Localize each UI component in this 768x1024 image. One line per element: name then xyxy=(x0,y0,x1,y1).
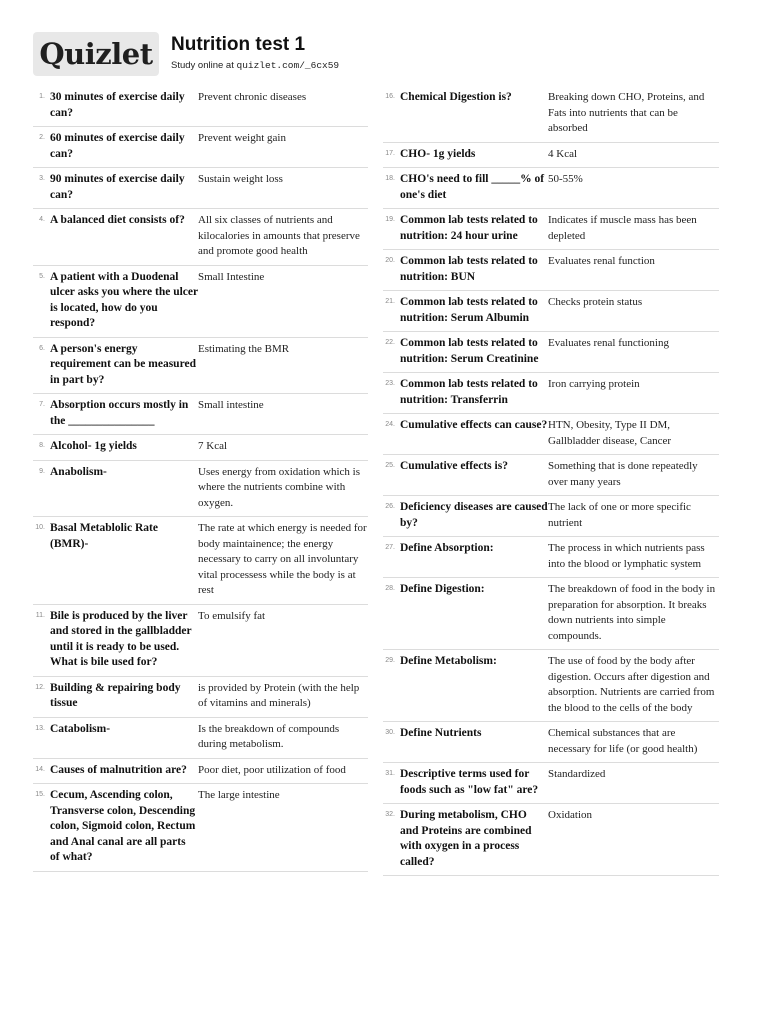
term-number: 27. xyxy=(385,544,395,551)
term-row xyxy=(383,250,719,291)
quizlet-logo[interactable]: Quizlet xyxy=(33,32,159,76)
term-row xyxy=(383,537,719,578)
term-row xyxy=(383,291,719,332)
definition-text: Prevent weight gain xyxy=(198,132,286,144)
term-number: 10. xyxy=(35,524,45,531)
term-number: 16. xyxy=(385,93,395,100)
term-number: 32. xyxy=(385,811,395,818)
definition-text: Indicates if muscle mass has been depleted xyxy=(548,214,697,242)
term-row xyxy=(33,784,368,872)
term-text: Common lab tests related to nutrition: Serum Creatinine xyxy=(400,337,539,365)
right-column xyxy=(383,86,719,876)
header xyxy=(33,32,733,78)
term-text: Cumulative effects is? xyxy=(400,460,508,472)
term-row xyxy=(33,86,368,127)
term-row xyxy=(33,168,368,209)
term-row xyxy=(33,759,368,785)
term-text: A person's energy requirement can be measured in part by? xyxy=(50,342,196,386)
definition-text: Small intestine xyxy=(198,399,264,411)
term-number: 19. xyxy=(385,216,395,223)
term-number: 13. xyxy=(35,724,45,732)
term-row xyxy=(33,127,368,168)
page-title: Nutrition test 1 xyxy=(171,34,306,55)
term-text: During metabolism, CHO and Proteins are combined with oxygen in a process called? xyxy=(400,809,532,868)
term-number: 21. xyxy=(385,298,395,305)
term-row xyxy=(383,496,719,537)
term-row xyxy=(33,517,368,605)
definition-text: Standardized xyxy=(548,768,606,780)
term-text: Common lab tests related to nutrition: Transferrin xyxy=(400,378,538,406)
term-number: 9. xyxy=(39,467,45,475)
term-text: CHO's need to fill _____% of one's diet xyxy=(400,173,545,201)
term-row xyxy=(383,168,719,209)
definition-text: Chemical substances that are necessary for life (or good health) xyxy=(548,727,698,755)
term-text: Bile is produced by the liver and stored in the gallbladder until it is ready to be used. What is bile used for? xyxy=(50,609,192,668)
term-text: Define Nutrients xyxy=(400,727,482,739)
term-row xyxy=(383,455,719,496)
term-number: 8. xyxy=(39,442,45,449)
term-text: Common lab tests related to nutrition: 24 hour urine xyxy=(400,214,538,242)
term-number: 15. xyxy=(35,791,45,798)
definition-text: Breaking down CHO, Proteins, and Fats into nutrients that can be absorbed xyxy=(548,91,705,134)
term-number: 25. xyxy=(385,462,395,469)
term-number: 26. xyxy=(385,503,395,510)
definition-text: Is the breakdown of compounds during metabolism. xyxy=(198,722,340,750)
term-text: Define Digestion: xyxy=(400,583,485,595)
term-row xyxy=(33,461,368,518)
definition-text: Something that is done repeatedly over many years xyxy=(548,460,698,488)
definition-text: The process in which nutrients pass into the blood or lymphatic system xyxy=(548,542,705,570)
definition-text: Uses energy from oxidation which is where the nutrients combine with oxygen. xyxy=(198,465,361,509)
term-text: 60 minutes of exercise daily can? xyxy=(50,132,185,160)
definition-text: Small Intestine xyxy=(198,270,265,283)
term-number: 18. xyxy=(385,175,395,182)
term-row xyxy=(383,332,719,373)
definition-text: HTN, Obesity, Type II DM, Gallbladder disease, Cancer xyxy=(548,419,672,447)
term-text: Building & repairing body tissue xyxy=(50,681,181,709)
term-row xyxy=(33,209,368,266)
subtitle-prefix: Study online at xyxy=(171,60,237,71)
definition-text: 7 Kcal xyxy=(198,440,228,452)
term-row xyxy=(33,718,368,759)
term-text: Cecum, Ascending colon, Transverse colon, Descending colon, Sigmoid colon, Rectum and Anal canal are all parts of what? xyxy=(50,789,196,863)
definition-text: 4 Kcal xyxy=(548,147,578,160)
term-row xyxy=(383,804,719,876)
definition-text: Oxidation xyxy=(548,809,592,821)
definition-text: Evaluates renal functioning xyxy=(548,337,669,349)
term-text: Define Metabolism: xyxy=(400,655,497,667)
term-text: Chemical Digestion is? xyxy=(400,91,512,103)
definition-text: All six classes of nutrients and kilocalories in amounts that preserve and promote good health xyxy=(198,214,360,257)
term-text: 30 minutes of exercise daily can? xyxy=(50,91,185,119)
term-text: CHO- 1g yields xyxy=(400,147,476,160)
term-text: Absorption occurs mostly in the _______________ xyxy=(50,399,189,427)
term-text: Deficiency diseases are caused by? xyxy=(400,501,548,529)
term-row xyxy=(383,722,719,763)
term-text: Common lab tests related to nutrition: BUN xyxy=(400,255,538,283)
term-number: 4. xyxy=(39,216,45,223)
term-text: Common lab tests related to nutrition: Serum Albumin xyxy=(400,296,538,324)
term-number: 1. xyxy=(39,93,45,100)
definition-text: 50-55% xyxy=(548,173,583,185)
term-row xyxy=(383,143,719,169)
term-number: 5. xyxy=(39,272,45,280)
subtitle-url[interactable]: quizlet.com/_6cx59 xyxy=(236,60,340,71)
term-number: 7. xyxy=(39,401,45,408)
definition-text: The rate at which energy is needed for body maintainence; the energy necessary to carry on all involuntary vital processess while the body is at rest xyxy=(198,522,367,596)
definition-text: The large intestine xyxy=(198,789,280,801)
definition-text: The breakdown of food in the body in preparation for absorption. It breaks down nutrients into simple compounds. xyxy=(548,583,716,642)
term-row xyxy=(383,373,719,414)
term-number: 14. xyxy=(35,765,45,773)
definition-text: The use of food by the body after digestion. Occurs after digestion and absorption. Nutrients are carried from the blood to the cells of the body xyxy=(548,655,715,714)
definition-text: Prevent chronic diseases xyxy=(198,91,307,103)
term-text: Basal Metablolic Rate (BMR)- xyxy=(50,522,158,550)
term-row xyxy=(383,650,719,722)
definition-text: Poor diet, poor utilization of food xyxy=(198,763,346,776)
term-number: 23. xyxy=(385,380,395,387)
term-text: Descriptive terms used for foods such as "low fat" are? xyxy=(400,768,539,796)
term-row xyxy=(33,394,368,435)
term-text: Cumulative effects can cause? xyxy=(400,419,548,431)
term-text: A patient with a Duodenal ulcer asks you where the ulcer is located, how do you respond? xyxy=(50,270,198,329)
term-text: Define Absorption: xyxy=(400,542,494,554)
term-number: 3. xyxy=(39,175,45,182)
term-text: Causes of malnutrition are? xyxy=(50,763,187,776)
definition-text: Checks protein status xyxy=(548,296,643,308)
definition-text: Evaluates renal function xyxy=(548,255,655,267)
term-number: 20. xyxy=(385,257,395,264)
term-row xyxy=(33,435,368,461)
subtitle xyxy=(171,60,339,71)
term-number: 11. xyxy=(35,611,45,619)
term-row xyxy=(383,209,719,250)
term-row xyxy=(383,86,719,143)
term-number: 12. xyxy=(35,683,45,691)
term-number: 24. xyxy=(385,421,395,428)
term-text: 90 minutes of exercise daily can? xyxy=(50,173,185,201)
definition-text: Iron carrying protein xyxy=(548,378,640,390)
definition-text: is provided by Protein (with the help of vitamins and minerals) xyxy=(198,681,360,709)
term-row xyxy=(33,677,368,718)
term-row xyxy=(383,763,719,804)
term-text: Alcohol- 1g yields xyxy=(50,440,137,452)
term-text: Catabolism- xyxy=(50,722,111,735)
term-number: 28. xyxy=(385,585,395,592)
definition-text: The lack of one or more specific nutrient xyxy=(548,501,691,529)
term-number: 17. xyxy=(385,149,395,157)
left-column xyxy=(33,86,368,872)
term-row xyxy=(383,414,719,455)
term-row xyxy=(33,266,368,338)
term-text: A balanced diet consists of? xyxy=(50,214,185,226)
term-number: 31. xyxy=(385,770,395,777)
term-row xyxy=(383,578,719,650)
term-number: 30. xyxy=(385,729,395,736)
definition-text: Sustain weight loss xyxy=(198,173,283,185)
term-number: 6. xyxy=(39,344,45,352)
term-number: 29. xyxy=(385,657,395,664)
definition-text: Estimating the BMR xyxy=(198,342,290,355)
term-row xyxy=(33,605,368,677)
definition-text: To emulsify fat xyxy=(198,609,266,622)
term-row xyxy=(33,338,368,395)
term-number: 22. xyxy=(385,339,395,346)
term-text: Anabolism- xyxy=(50,465,107,478)
term-number: 2. xyxy=(39,134,45,141)
